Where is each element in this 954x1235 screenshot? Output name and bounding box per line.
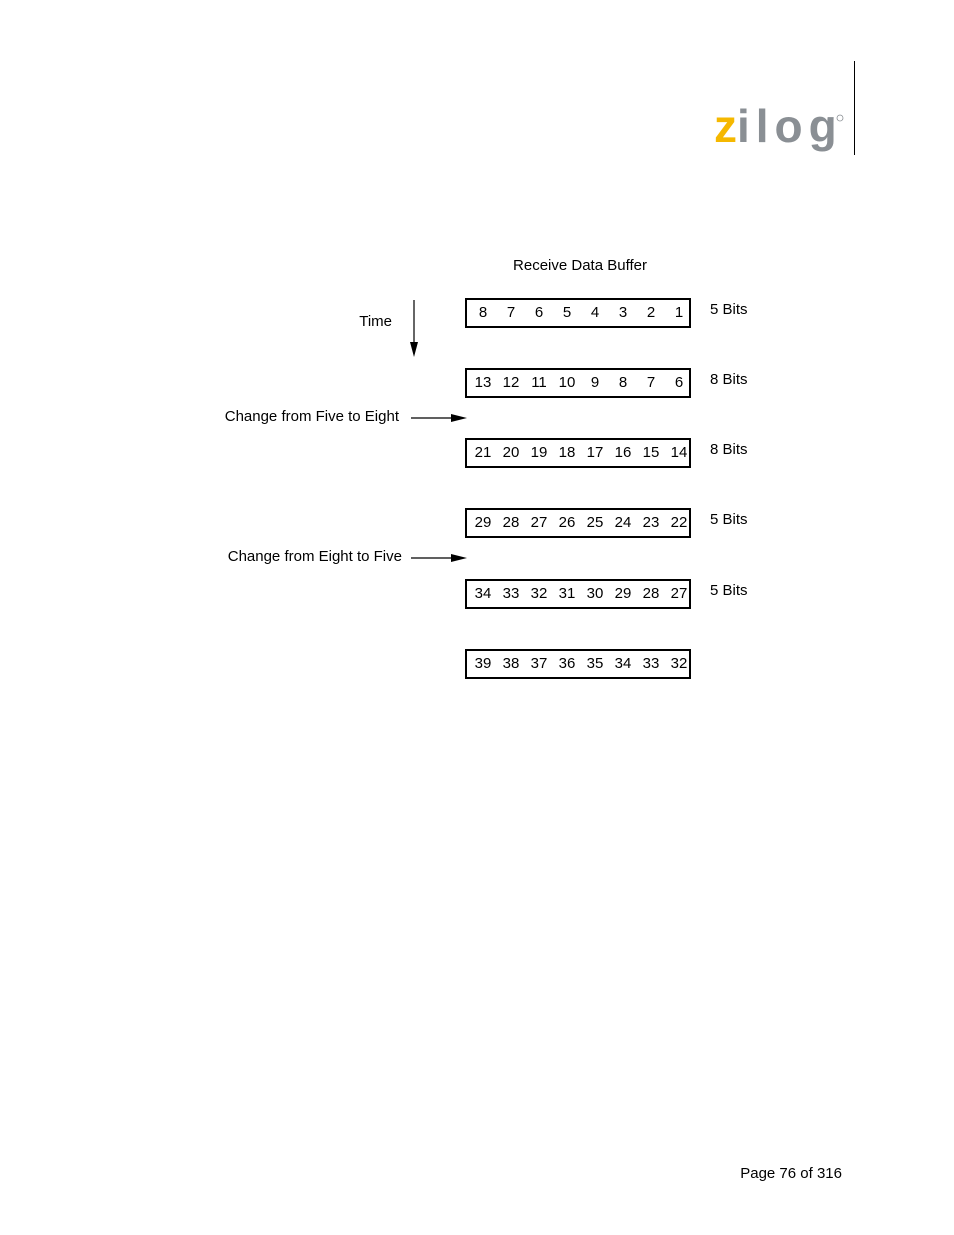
buffer-cell: 34 [614, 655, 632, 672]
change-arrow-icon [411, 412, 471, 424]
buffer-cell: 39 [474, 655, 492, 672]
buffer-cell: 33 [642, 655, 660, 672]
buffer-cell: 2 [646, 304, 656, 321]
buffer-cell: 13 [474, 374, 492, 391]
buffer-cell: 29 [474, 514, 492, 531]
buffer-cell: 29 [614, 585, 632, 602]
header-vertical-rule [854, 61, 855, 155]
change-label: Change from Eight to Five [227, 548, 402, 565]
buffer-row [465, 368, 691, 398]
change-label: Change from Five to Eight [224, 408, 399, 425]
buffer-cell: 1 [674, 304, 684, 321]
buffer-cell: 19 [530, 444, 548, 461]
buffer-cell: 25 [586, 514, 604, 531]
buffer-cell: 22 [670, 514, 688, 531]
buffer-cell: 32 [670, 655, 688, 672]
bits-label: 5 Bits [710, 511, 748, 528]
buffer-cell: 33 [502, 585, 520, 602]
buffer-cell: 5 [562, 304, 572, 321]
buffer-row [465, 438, 691, 468]
buffer-row [465, 298, 691, 328]
buffer-cell: 38 [502, 655, 520, 672]
time-arrow-icon [406, 300, 422, 360]
buffer-cell: 16 [614, 444, 632, 461]
buffer-cell: 6 [534, 304, 544, 321]
buffer-cell: 12 [502, 374, 520, 391]
buffer-cell: 8 [478, 304, 488, 321]
buffer-cell: 23 [642, 514, 660, 531]
buffer-cell: 4 [590, 304, 600, 321]
buffer-cell: 7 [646, 374, 656, 391]
zilog-logo-mark [714, 100, 846, 160]
zilog-logo [714, 100, 846, 160]
change-arrow-icon [411, 552, 471, 564]
buffer-cell: 3 [618, 304, 628, 321]
time-label: Time [359, 313, 392, 330]
buffer-cell: 32 [530, 585, 548, 602]
bits-label: 8 Bits [710, 371, 748, 388]
buffer-cell: 18 [558, 444, 576, 461]
buffer-cell: 35 [586, 655, 604, 672]
page-number: Page 76 of 316 [740, 1165, 842, 1182]
bits-label: 5 Bits [710, 301, 748, 318]
logo-letter-z: z [714, 100, 737, 152]
buffer-cell: 24 [614, 514, 632, 531]
buffer-cell: 10 [558, 374, 576, 391]
bits-label: 5 Bits [710, 582, 748, 599]
buffer-cell: 28 [502, 514, 520, 531]
buffer-row [465, 649, 691, 679]
diagram-title: Receive Data Buffer [513, 257, 647, 274]
buffer-row [465, 508, 691, 538]
buffer-cell: 20 [502, 444, 520, 461]
buffer-cell: 15 [642, 444, 660, 461]
buffer-cell: 27 [530, 514, 548, 531]
bits-label: 8 Bits [710, 441, 748, 458]
buffer-cell: 30 [586, 585, 604, 602]
buffer-cell: 27 [670, 585, 688, 602]
buffer-cell: 34 [474, 585, 492, 602]
buffer-cell: 31 [558, 585, 576, 602]
buffer-cell: 14 [670, 444, 688, 461]
buffer-cell: 9 [590, 374, 600, 391]
logo-letters-rest: ilog [737, 100, 843, 152]
buffer-cell: 11 [531, 374, 547, 391]
buffer-row [465, 579, 691, 609]
buffer-cell: 36 [558, 655, 576, 672]
buffer-cell: 6 [674, 374, 684, 391]
buffer-cell: 26 [558, 514, 576, 531]
buffer-cell: 8 [618, 374, 628, 391]
buffer-cell: 17 [586, 444, 604, 461]
svg-text:zilog [714, 100, 843, 152]
buffer-cell: 21 [474, 444, 492, 461]
buffer-cell: 37 [530, 655, 548, 672]
buffer-cell: 28 [642, 585, 660, 602]
buffer-cell: 7 [506, 304, 516, 321]
